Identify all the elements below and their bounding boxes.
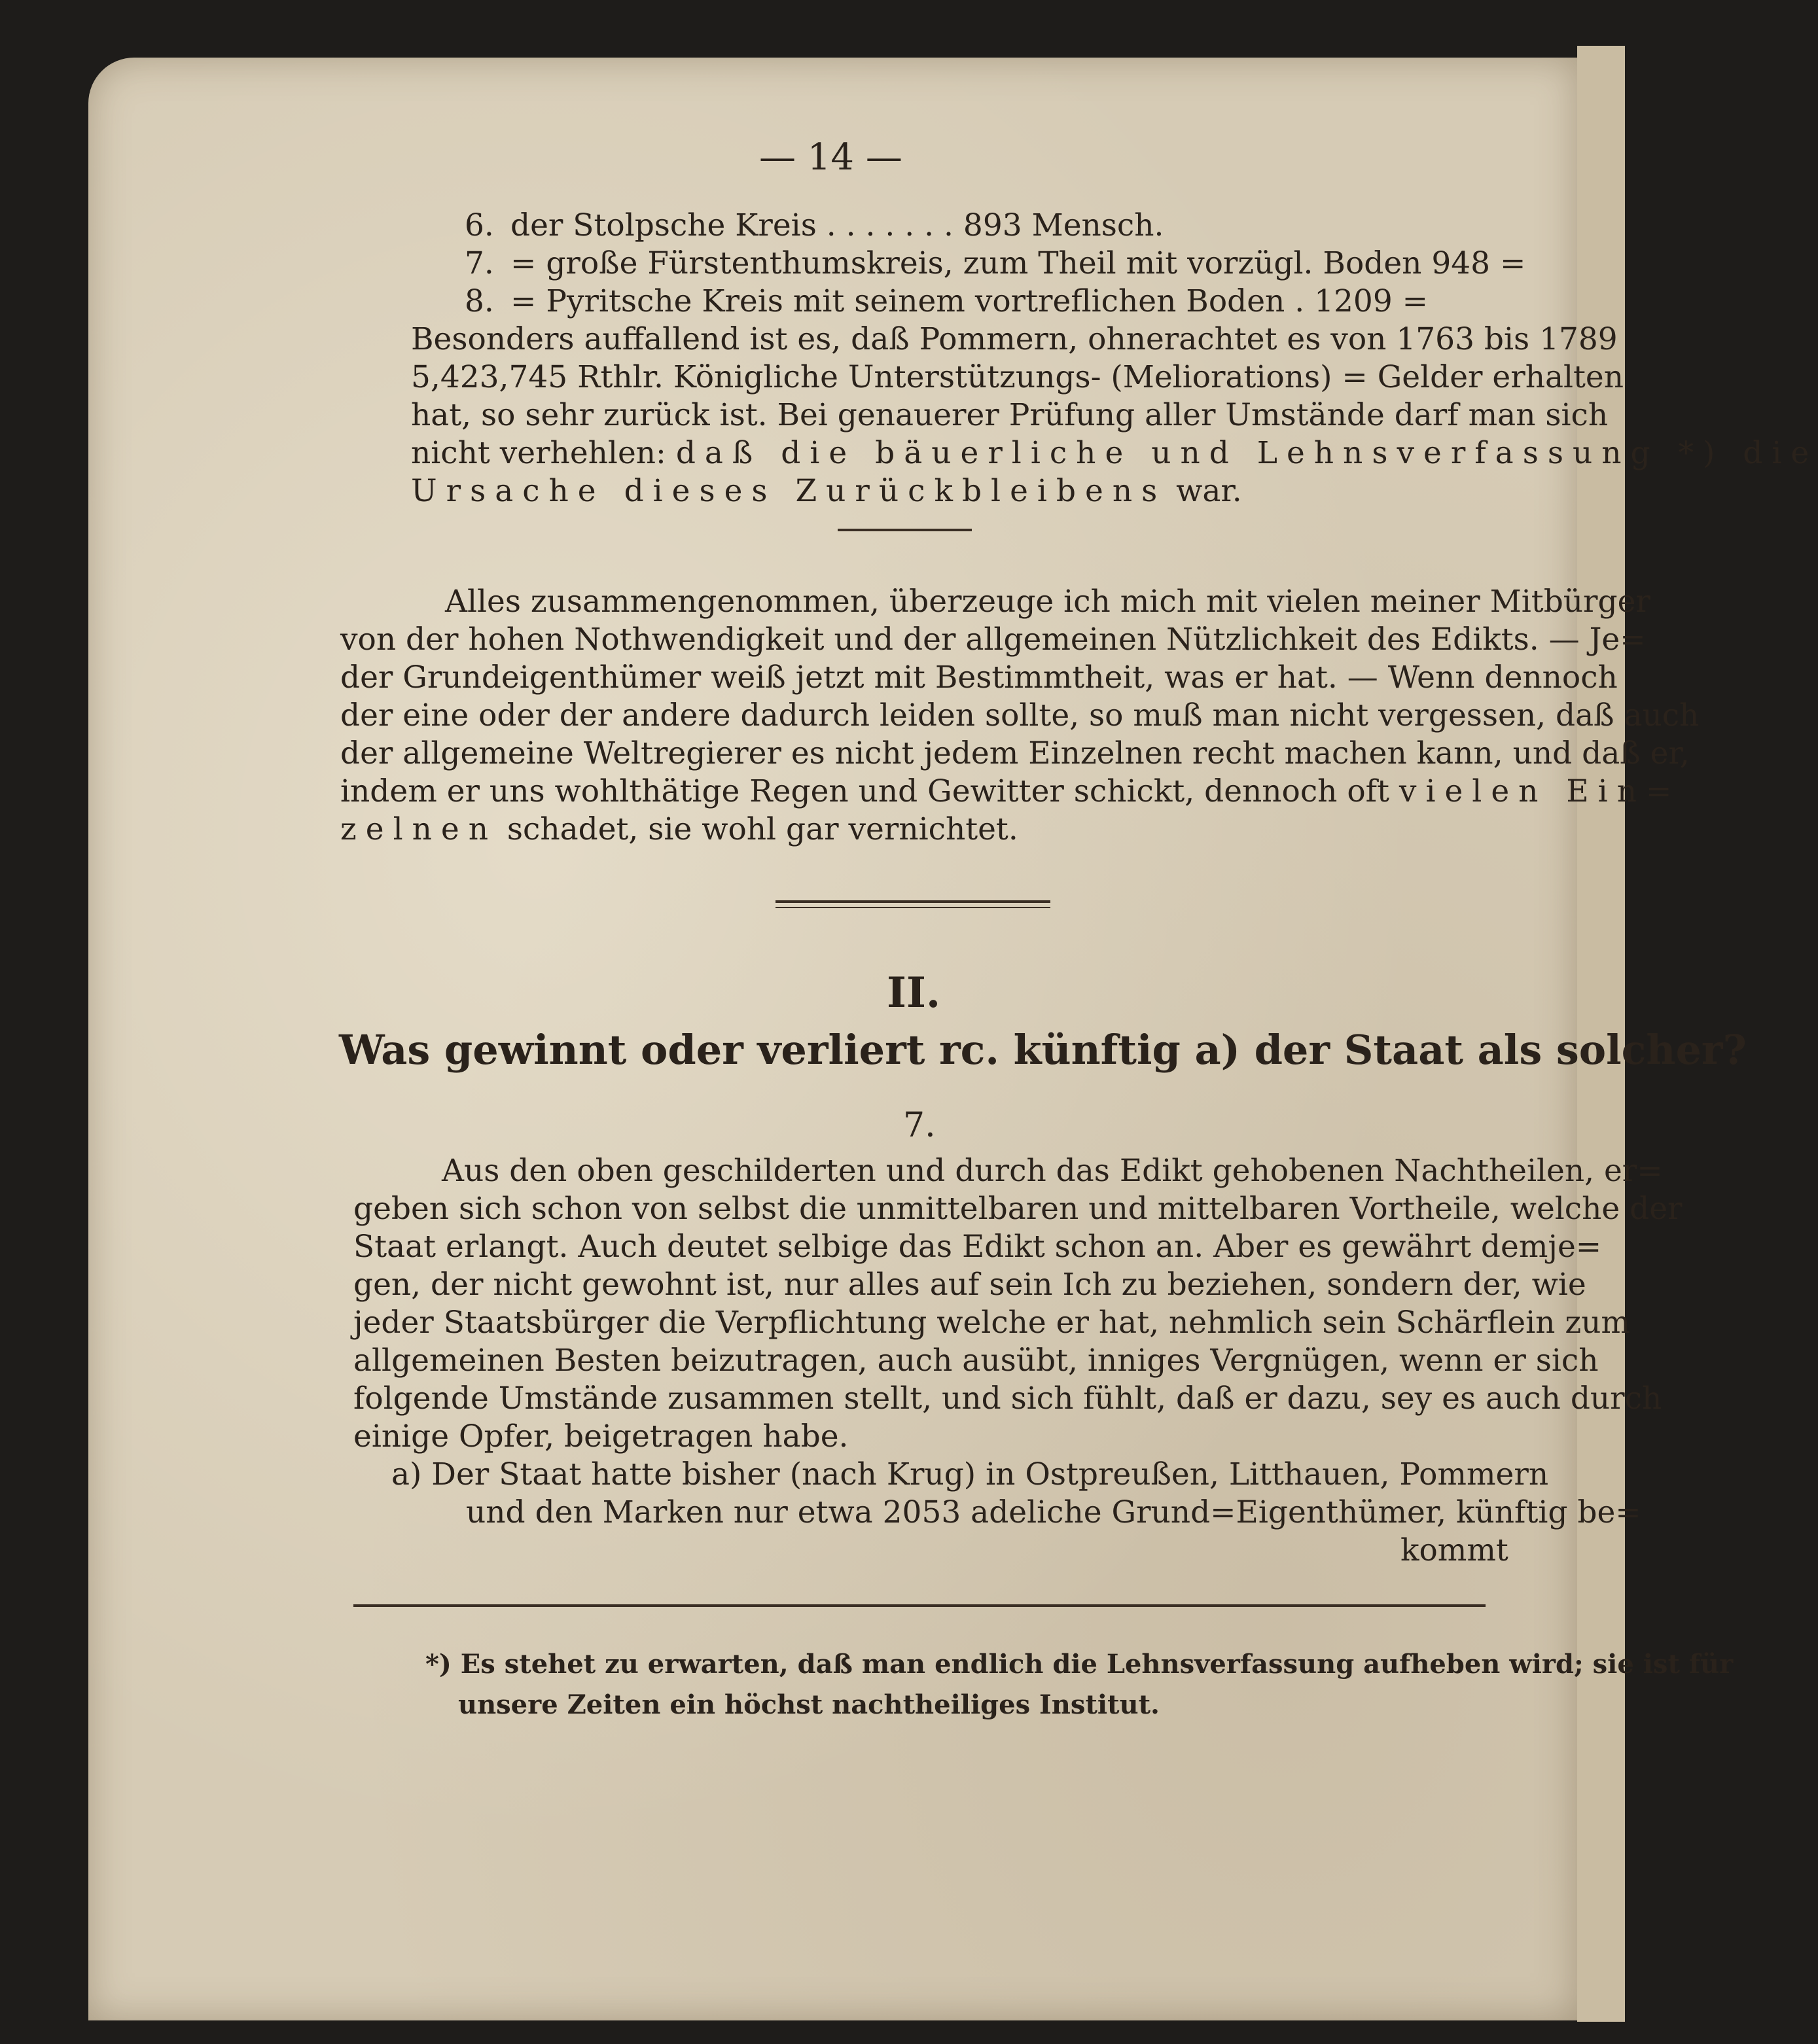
paragraph-line: jeder Staatsbürger die Verpflichtung welche er hat, nehmlich sein Schärflein zum [353, 1305, 1630, 1341]
paragraph-line: Alles zusammengenommen, überzeuge ich mich mit vielen meiner Mitbürger [445, 584, 1650, 620]
section-numeral: II. [887, 968, 941, 1017]
paragraph-line: folgende Umstände zusammen stellt, und sich fühlt, daß er dazu, sey es auch durch [353, 1381, 1662, 1417]
footnote-rule [353, 1604, 1486, 1607]
paragraph-line: Ursache dieses Zurückbleibens war. [411, 473, 1242, 509]
paragraph-line: 5,423,745 Rthlr. Königliche Unterstützungs- (Meliorations) = Gelder erhalten [411, 359, 1624, 395]
footnote: *) Es stehet zu erwarten, daß man endlich die Lehnsverfassung aufheben wird; sie ist für [425, 1649, 1734, 1680]
catchword: kommt [1400, 1532, 1508, 1568]
paragraph-line: allgemeinen Besten beizutragen, auch ausübt, inniges Vergnügen, wenn er sich [353, 1343, 1599, 1379]
paragraph-line: von der hohen Nothwendigkeit und der allgemeinen Nützlichkeit des Edikts. — Je= [340, 622, 1646, 658]
paragraph-line: Staat erlangt. Auch deutet selbige das Edikt schon an. Aber es gewährt demje= [353, 1229, 1602, 1265]
subsection-number: 7. [903, 1106, 936, 1145]
page-number: — 14 — [759, 136, 902, 179]
paragraph-line: geben sich schon von selbst die unmittelbaren und mittelbaren Vortheile, welche der [353, 1191, 1683, 1227]
paragraph-line: einige Opfer, beigetragen habe. [353, 1418, 849, 1454]
paragraph-line: Besonders auffallend ist es, daß Pommern, ohnerachtet es von 1763 bis 1789 [411, 321, 1618, 357]
section-divider [775, 900, 1050, 903]
paragraph-line: hat, so sehr zurück ist. Bei genauerer Prüfung aller Umstände darf man sich [411, 397, 1609, 433]
paragraph-line: der eine oder der andere dadurch leiden sollte, so muß man nicht vergessen, daß auch [340, 697, 1700, 733]
paragraph-line: gen, der nicht gewohnt ist, nur alles auf sein Ich zu beziehen, sondern der, wie [353, 1267, 1586, 1303]
paragraph-line: der Grundeigenthümer weiß jetzt mit Bestimmtheit, was er hat. — Wenn dennoch [340, 660, 1618, 696]
footnote: unsere Zeiten ein höchst nachtheiliges Institut. [458, 1689, 1160, 1720]
list-item: a) Der Staat hatte bisher (nach Krug) in Ostpreußen, Litthauen, Pommern [391, 1456, 1549, 1492]
paragraph-line: Aus den oben geschilderten und durch das Edikt gehobenen Nachtheilen, er= [442, 1153, 1663, 1189]
section-divider-inner [775, 907, 1050, 908]
paragraph-line: zelnen schadet, sie wohl gar vernichtet. [340, 811, 1018, 847]
list-item: 7. = große Fürstenthumskreis, zum Theil mit vorzügl. Boden 948 = [465, 245, 1526, 281]
list-item: 8. = Pyritsche Kreis mit seinem vortreflichen Boden . 1209 = [465, 283, 1429, 319]
list-item: und den Marken nur etwa 2053 adeliche Grund=Eigenthümer, künftig be= [466, 1494, 1641, 1530]
paragraph-line: nicht verhehlen: daß die bäuerliche und Lehnsverfassung *) die [411, 435, 1818, 471]
divider [838, 529, 972, 531]
paragraph-line: der allgemeine Weltregierer es nicht jedem Einzelnen recht machen kann, und daß er, [340, 735, 1690, 771]
paragraph-line: indem er uns wohlthätige Regen und Gewitter schickt, dennoch oft vielen Ein= [340, 773, 1681, 809]
list-item: 6. der Stolpsche Kreis . . . . . . . 893 Mensch. [465, 207, 1164, 243]
section-heading: Was gewinnt oder verliert rc. künftig a) der Staat als solcher? [339, 1026, 1747, 1074]
